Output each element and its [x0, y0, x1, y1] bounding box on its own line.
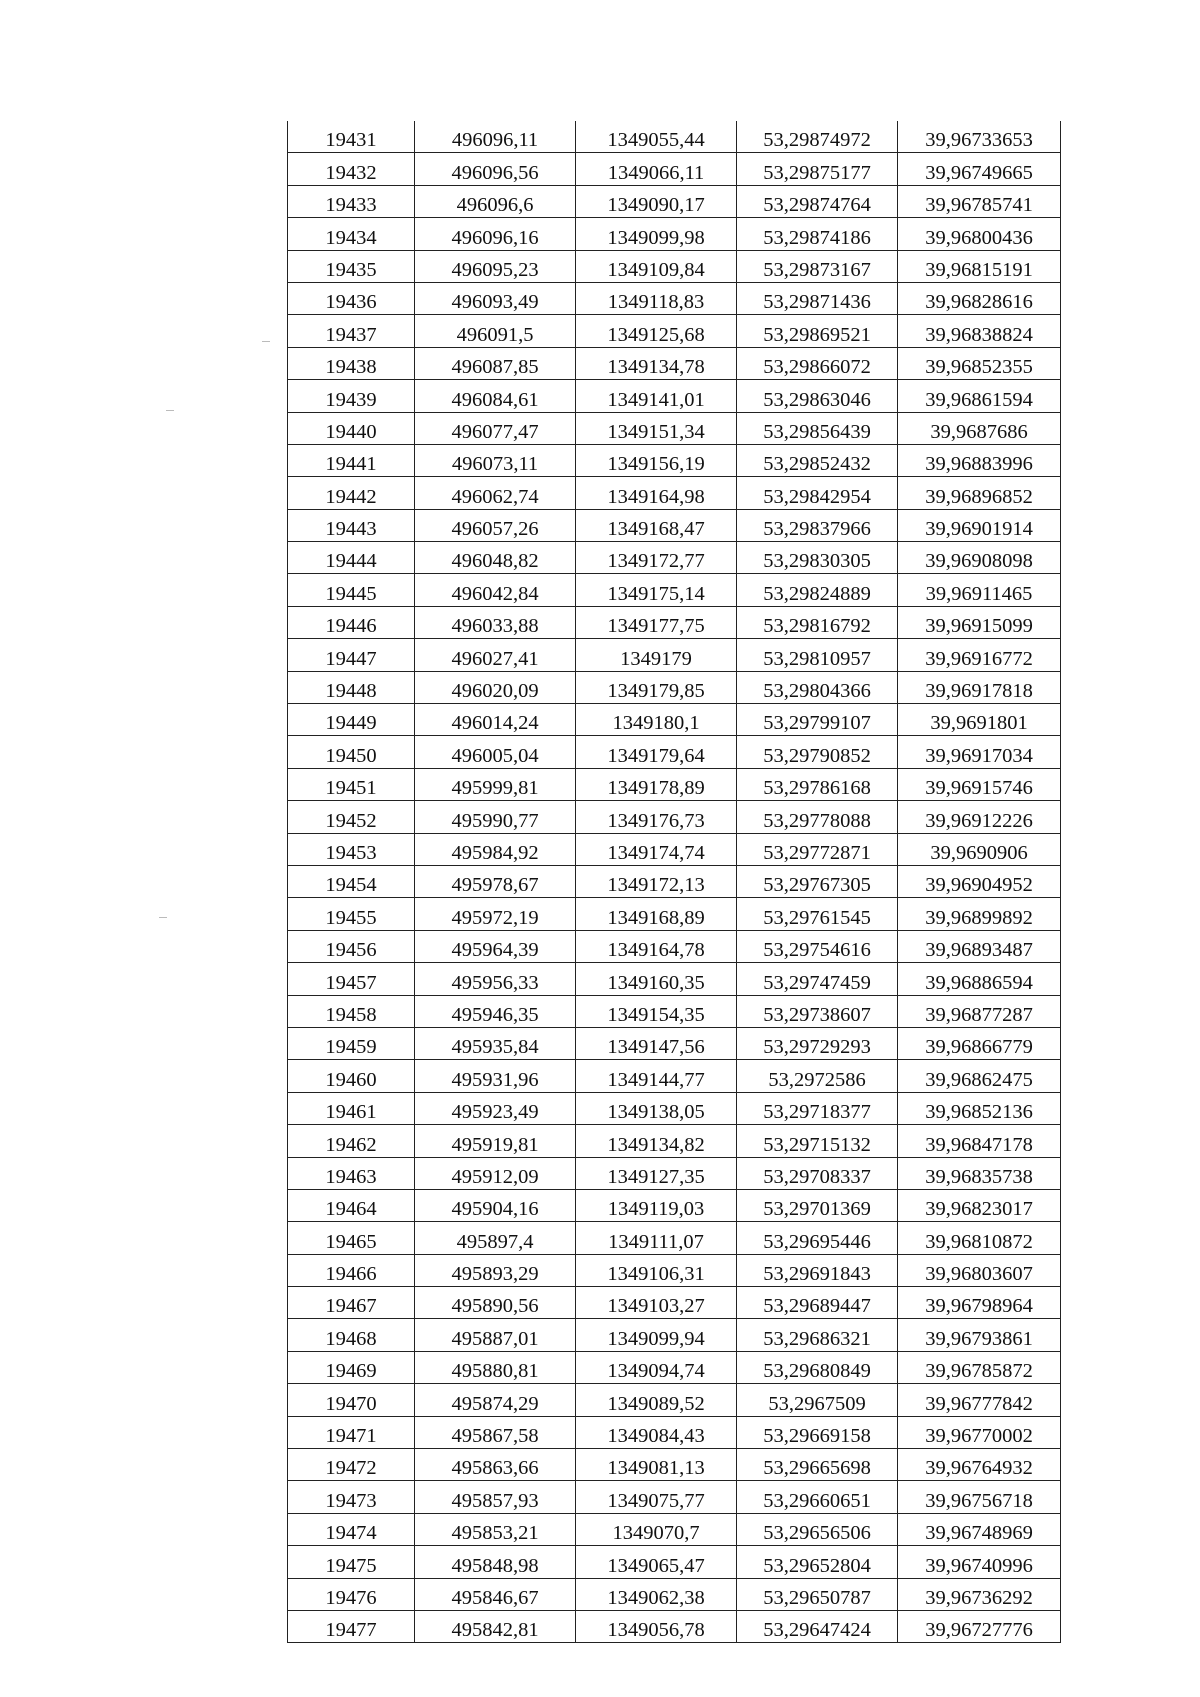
longitude-cell: 39,96877287	[898, 995, 1061, 1027]
latitude-cell: 53,29874972	[737, 121, 898, 153]
longitude-cell: 39,96901914	[898, 509, 1061, 541]
y-coordinate-cell: 1349178,89	[576, 768, 737, 800]
x-coordinate-cell: 496073,11	[415, 444, 576, 476]
table-row	[288, 1319, 1061, 1351]
point-number-cell: 19464	[288, 1189, 415, 1221]
y-coordinate-cell: 1349089,52	[576, 1384, 737, 1416]
table-row	[288, 380, 1061, 412]
table-row	[288, 574, 1061, 606]
longitude-cell: 39,96916772	[898, 639, 1061, 671]
longitude-cell: 39,96915099	[898, 606, 1061, 638]
x-coordinate-cell: 495848,98	[415, 1546, 576, 1578]
latitude-cell: 53,29816792	[737, 606, 898, 638]
x-coordinate-cell: 495842,81	[415, 1610, 576, 1642]
latitude-cell: 53,29665698	[737, 1449, 898, 1481]
point-number-cell: 19447	[288, 639, 415, 671]
longitude-cell: 39,96847178	[898, 1125, 1061, 1157]
x-coordinate-cell: 495893,29	[415, 1254, 576, 1286]
longitude-cell: 39,96896852	[898, 477, 1061, 509]
table-row	[288, 1546, 1061, 1578]
point-number-cell: 19476	[288, 1578, 415, 1610]
latitude-cell: 53,29778088	[737, 801, 898, 833]
longitude-cell: 39,96727776	[898, 1610, 1061, 1642]
x-coordinate-cell: 496095,23	[415, 250, 576, 282]
y-coordinate-cell: 1349084,43	[576, 1416, 737, 1448]
table-row	[288, 477, 1061, 509]
latitude-cell: 53,29718377	[737, 1092, 898, 1124]
point-number-cell: 19462	[288, 1125, 415, 1157]
point-number-cell: 19440	[288, 412, 415, 444]
point-number-cell: 19435	[288, 250, 415, 282]
y-coordinate-cell: 1349119,03	[576, 1189, 737, 1221]
table-row	[288, 1384, 1061, 1416]
table-row	[288, 153, 1061, 185]
longitude-cell: 39,9690906	[898, 833, 1061, 865]
x-coordinate-cell: 495857,93	[415, 1481, 576, 1513]
longitude-cell: 39,96838824	[898, 315, 1061, 347]
latitude-cell: 53,29786168	[737, 768, 898, 800]
table-row	[288, 833, 1061, 865]
x-coordinate-cell: 496096,11	[415, 121, 576, 153]
latitude-cell: 53,29669158	[737, 1416, 898, 1448]
longitude-cell: 39,96911465	[898, 574, 1061, 606]
latitude-cell: 53,29738607	[737, 995, 898, 1027]
point-number-cell: 19434	[288, 218, 415, 250]
table-row	[288, 768, 1061, 800]
point-number-cell: 19441	[288, 444, 415, 476]
latitude-cell: 53,29875177	[737, 153, 898, 185]
table-row	[288, 347, 1061, 379]
y-coordinate-cell: 1349156,19	[576, 444, 737, 476]
table-row	[288, 444, 1061, 476]
y-coordinate-cell: 1349180,1	[576, 704, 737, 736]
point-number-cell: 19431	[288, 121, 415, 153]
table-row	[288, 1189, 1061, 1221]
table-row	[288, 898, 1061, 930]
table-row	[288, 963, 1061, 995]
y-coordinate-cell: 1349070,7	[576, 1513, 737, 1545]
latitude-cell: 53,29804366	[737, 671, 898, 703]
longitude-cell: 39,96823017	[898, 1189, 1061, 1221]
point-number-cell: 19443	[288, 509, 415, 541]
latitude-cell: 53,29842954	[737, 477, 898, 509]
x-coordinate-cell: 495999,81	[415, 768, 576, 800]
table-row	[288, 1351, 1061, 1383]
x-coordinate-cell: 495978,67	[415, 865, 576, 897]
coordinates-table-body	[288, 121, 1061, 1643]
y-coordinate-cell: 1349164,78	[576, 930, 737, 962]
longitude-cell: 39,96793861	[898, 1319, 1061, 1351]
x-coordinate-cell: 496057,26	[415, 509, 576, 541]
table-row	[288, 704, 1061, 736]
latitude-cell: 53,29761545	[737, 898, 898, 930]
longitude-cell: 39,96810872	[898, 1222, 1061, 1254]
y-coordinate-cell: 1349179	[576, 639, 737, 671]
latitude-cell: 53,29660651	[737, 1481, 898, 1513]
longitude-cell: 39,96756718	[898, 1481, 1061, 1513]
longitude-cell: 39,96740996	[898, 1546, 1061, 1578]
table-row	[288, 509, 1061, 541]
table-row	[288, 801, 1061, 833]
table-row	[288, 1449, 1061, 1481]
longitude-cell: 39,96899892	[898, 898, 1061, 930]
x-coordinate-cell: 496042,84	[415, 574, 576, 606]
point-number-cell: 19453	[288, 833, 415, 865]
x-coordinate-cell: 496087,85	[415, 347, 576, 379]
x-coordinate-cell: 495919,81	[415, 1125, 576, 1157]
point-number-cell: 19437	[288, 315, 415, 347]
longitude-cell: 39,96764932	[898, 1449, 1061, 1481]
table-row	[288, 1060, 1061, 1092]
point-number-cell: 19450	[288, 736, 415, 768]
longitude-cell: 39,96862475	[898, 1060, 1061, 1092]
point-number-cell: 19448	[288, 671, 415, 703]
point-number-cell: 19461	[288, 1092, 415, 1124]
latitude-cell: 53,29680849	[737, 1351, 898, 1383]
point-number-cell: 19470	[288, 1384, 415, 1416]
y-coordinate-cell: 1349179,64	[576, 736, 737, 768]
longitude-cell: 39,96917818	[898, 671, 1061, 703]
table-row	[288, 1157, 1061, 1189]
longitude-cell: 39,96908098	[898, 542, 1061, 574]
point-number-cell: 19460	[288, 1060, 415, 1092]
y-coordinate-cell: 1349065,47	[576, 1546, 737, 1578]
point-number-cell: 19432	[288, 153, 415, 185]
point-number-cell: 19468	[288, 1319, 415, 1351]
point-number-cell: 19444	[288, 542, 415, 574]
point-number-cell: 19471	[288, 1416, 415, 1448]
y-coordinate-cell: 1349111,07	[576, 1222, 737, 1254]
table-row	[288, 639, 1061, 671]
y-coordinate-cell: 1349118,83	[576, 282, 737, 314]
y-coordinate-cell: 1349094,74	[576, 1351, 737, 1383]
table-row	[288, 1513, 1061, 1545]
x-coordinate-cell: 495897,4	[415, 1222, 576, 1254]
y-coordinate-cell: 1349147,56	[576, 1027, 737, 1059]
latitude-cell: 53,29810957	[737, 639, 898, 671]
point-number-cell: 19466	[288, 1254, 415, 1286]
table-row	[288, 606, 1061, 638]
latitude-cell: 53,29852432	[737, 444, 898, 476]
latitude-cell: 53,29647424	[737, 1610, 898, 1642]
point-number-cell: 19463	[288, 1157, 415, 1189]
x-coordinate-cell: 495946,35	[415, 995, 576, 1027]
y-coordinate-cell: 1349066,11	[576, 153, 737, 185]
table-row	[288, 412, 1061, 444]
y-coordinate-cell: 1349141,01	[576, 380, 737, 412]
latitude-cell: 53,29874186	[737, 218, 898, 250]
longitude-cell: 39,9691801	[898, 704, 1061, 736]
table-row	[288, 1481, 1061, 1513]
latitude-cell: 53,29715132	[737, 1125, 898, 1157]
x-coordinate-cell: 495956,33	[415, 963, 576, 995]
point-number-cell: 19449	[288, 704, 415, 736]
table-row	[288, 930, 1061, 962]
longitude-cell: 39,96861594	[898, 380, 1061, 412]
latitude-cell: 53,29686321	[737, 1319, 898, 1351]
longitude-cell: 39,96733653	[898, 121, 1061, 153]
y-coordinate-cell: 1349103,27	[576, 1287, 737, 1319]
latitude-cell: 53,29689447	[737, 1287, 898, 1319]
point-number-cell: 19459	[288, 1027, 415, 1059]
latitude-cell: 53,29656506	[737, 1513, 898, 1545]
x-coordinate-cell: 496033,88	[415, 606, 576, 638]
x-coordinate-cell: 496027,41	[415, 639, 576, 671]
point-number-cell: 19475	[288, 1546, 415, 1578]
table-row	[288, 1287, 1061, 1319]
y-coordinate-cell: 1349144,77	[576, 1060, 737, 1092]
x-coordinate-cell: 496005,04	[415, 736, 576, 768]
table-row	[288, 1125, 1061, 1157]
y-coordinate-cell: 1349172,13	[576, 865, 737, 897]
latitude-cell: 53,29799107	[737, 704, 898, 736]
longitude-cell: 39,96800436	[898, 218, 1061, 250]
latitude-cell: 53,29863046	[737, 380, 898, 412]
latitude-cell: 53,29856439	[737, 412, 898, 444]
x-coordinate-cell: 495880,81	[415, 1351, 576, 1383]
y-coordinate-cell: 1349062,38	[576, 1578, 737, 1610]
x-coordinate-cell: 495912,09	[415, 1157, 576, 1189]
latitude-cell: 53,29830305	[737, 542, 898, 574]
table-row	[288, 865, 1061, 897]
x-coordinate-cell: 495863,66	[415, 1449, 576, 1481]
latitude-cell: 53,29650787	[737, 1578, 898, 1610]
point-number-cell: 19456	[288, 930, 415, 962]
table-row	[288, 1092, 1061, 1124]
table-row	[288, 121, 1061, 153]
x-coordinate-cell: 496096,6	[415, 185, 576, 217]
x-coordinate-cell: 495904,16	[415, 1189, 576, 1221]
y-coordinate-cell: 1349134,82	[576, 1125, 737, 1157]
y-coordinate-cell: 1349099,94	[576, 1319, 737, 1351]
y-coordinate-cell: 1349081,13	[576, 1449, 737, 1481]
table-row	[288, 282, 1061, 314]
longitude-cell: 39,96904952	[898, 865, 1061, 897]
y-coordinate-cell: 1349106,31	[576, 1254, 737, 1286]
latitude-cell: 53,29695446	[737, 1222, 898, 1254]
point-number-cell: 19474	[288, 1513, 415, 1545]
y-coordinate-cell: 1349109,84	[576, 250, 737, 282]
coordinates-table	[287, 121, 1061, 1643]
longitude-cell: 39,96785741	[898, 185, 1061, 217]
x-coordinate-cell: 495867,58	[415, 1416, 576, 1448]
longitude-cell: 39,96770002	[898, 1416, 1061, 1448]
point-number-cell: 19469	[288, 1351, 415, 1383]
point-number-cell: 19433	[288, 185, 415, 217]
table-row	[288, 250, 1061, 282]
longitude-cell: 39,96883996	[898, 444, 1061, 476]
table-row	[288, 1027, 1061, 1059]
latitude-cell: 53,29701369	[737, 1189, 898, 1221]
table-row	[288, 1578, 1061, 1610]
x-coordinate-cell: 496084,61	[415, 380, 576, 412]
x-coordinate-cell: 495887,01	[415, 1319, 576, 1351]
y-coordinate-cell: 1349160,35	[576, 963, 737, 995]
point-number-cell: 19455	[288, 898, 415, 930]
point-number-cell: 19436	[288, 282, 415, 314]
y-coordinate-cell: 1349172,77	[576, 542, 737, 574]
y-coordinate-cell: 1349138,05	[576, 1092, 737, 1124]
y-coordinate-cell: 1349168,47	[576, 509, 737, 541]
longitude-cell: 39,96828616	[898, 282, 1061, 314]
point-number-cell: 19446	[288, 606, 415, 638]
table-row	[288, 1254, 1061, 1286]
longitude-cell: 39,96736292	[898, 1578, 1061, 1610]
x-coordinate-cell: 495931,96	[415, 1060, 576, 1092]
x-coordinate-cell: 496014,24	[415, 704, 576, 736]
x-coordinate-cell: 495984,92	[415, 833, 576, 865]
point-number-cell: 19477	[288, 1610, 415, 1642]
point-number-cell: 19451	[288, 768, 415, 800]
latitude-cell: 53,29866072	[737, 347, 898, 379]
latitude-cell: 53,29747459	[737, 963, 898, 995]
latitude-cell: 53,29708337	[737, 1157, 898, 1189]
y-coordinate-cell: 1349134,78	[576, 347, 737, 379]
longitude-cell: 39,96915746	[898, 768, 1061, 800]
longitude-cell: 39,9687686	[898, 412, 1061, 444]
y-coordinate-cell: 1349177,75	[576, 606, 737, 638]
latitude-cell: 53,29790852	[737, 736, 898, 768]
y-coordinate-cell: 1349075,77	[576, 1481, 737, 1513]
x-coordinate-cell: 495964,39	[415, 930, 576, 962]
latitude-cell: 53,29874764	[737, 185, 898, 217]
point-number-cell: 19473	[288, 1481, 415, 1513]
x-coordinate-cell: 496091,5	[415, 315, 576, 347]
latitude-cell: 53,2972586	[737, 1060, 898, 1092]
x-coordinate-cell: 496093,49	[415, 282, 576, 314]
latitude-cell: 53,2967509	[737, 1384, 898, 1416]
y-coordinate-cell: 1349174,74	[576, 833, 737, 865]
y-coordinate-cell: 1349168,89	[576, 898, 737, 930]
longitude-cell: 39,96917034	[898, 736, 1061, 768]
scan-margin-mark	[262, 341, 270, 342]
longitude-cell: 39,96866779	[898, 1027, 1061, 1059]
point-number-cell: 19457	[288, 963, 415, 995]
longitude-cell: 39,96893487	[898, 930, 1061, 962]
x-coordinate-cell: 495846,67	[415, 1578, 576, 1610]
latitude-cell: 53,29754616	[737, 930, 898, 962]
x-coordinate-cell: 495972,19	[415, 898, 576, 930]
y-coordinate-cell: 1349055,44	[576, 121, 737, 153]
y-coordinate-cell: 1349127,35	[576, 1157, 737, 1189]
longitude-cell: 39,96852136	[898, 1092, 1061, 1124]
longitude-cell: 39,96777842	[898, 1384, 1061, 1416]
table-row	[288, 218, 1061, 250]
table-row	[288, 1610, 1061, 1642]
table-row	[288, 736, 1061, 768]
table-row	[288, 1222, 1061, 1254]
longitude-cell: 39,96803607	[898, 1254, 1061, 1286]
y-coordinate-cell: 1349056,78	[576, 1610, 737, 1642]
latitude-cell: 53,29873167	[737, 250, 898, 282]
longitude-cell: 39,96886594	[898, 963, 1061, 995]
latitude-cell: 53,29652804	[737, 1546, 898, 1578]
point-number-cell: 19458	[288, 995, 415, 1027]
table-row	[288, 1416, 1061, 1448]
x-coordinate-cell: 495853,21	[415, 1513, 576, 1545]
y-coordinate-cell: 1349154,35	[576, 995, 737, 1027]
x-coordinate-cell: 496096,56	[415, 153, 576, 185]
point-number-cell: 19442	[288, 477, 415, 509]
point-number-cell: 19452	[288, 801, 415, 833]
x-coordinate-cell: 495890,56	[415, 1287, 576, 1319]
table-row	[288, 542, 1061, 574]
point-number-cell: 19467	[288, 1287, 415, 1319]
latitude-cell: 53,29824889	[737, 574, 898, 606]
latitude-cell: 53,29871436	[737, 282, 898, 314]
point-number-cell: 19445	[288, 574, 415, 606]
point-number-cell: 19454	[288, 865, 415, 897]
latitude-cell: 53,29772871	[737, 833, 898, 865]
point-number-cell: 19438	[288, 347, 415, 379]
point-number-cell: 19439	[288, 380, 415, 412]
point-number-cell: 19465	[288, 1222, 415, 1254]
latitude-cell: 53,29767305	[737, 865, 898, 897]
x-coordinate-cell: 496077,47	[415, 412, 576, 444]
y-coordinate-cell: 1349099,98	[576, 218, 737, 250]
latitude-cell: 53,29837966	[737, 509, 898, 541]
longitude-cell: 39,96748969	[898, 1513, 1061, 1545]
longitude-cell: 39,96835738	[898, 1157, 1061, 1189]
y-coordinate-cell: 1349125,68	[576, 315, 737, 347]
y-coordinate-cell: 1349179,85	[576, 671, 737, 703]
table-row	[288, 185, 1061, 217]
y-coordinate-cell: 1349175,14	[576, 574, 737, 606]
point-number-cell: 19472	[288, 1449, 415, 1481]
longitude-cell: 39,96815191	[898, 250, 1061, 282]
x-coordinate-cell: 496062,74	[415, 477, 576, 509]
longitude-cell: 39,96749665	[898, 153, 1061, 185]
table-row	[288, 671, 1061, 703]
latitude-cell: 53,29729293	[737, 1027, 898, 1059]
x-coordinate-cell: 496096,16	[415, 218, 576, 250]
latitude-cell: 53,29691843	[737, 1254, 898, 1286]
longitude-cell: 39,96912226	[898, 801, 1061, 833]
y-coordinate-cell: 1349090,17	[576, 185, 737, 217]
y-coordinate-cell: 1349151,34	[576, 412, 737, 444]
latitude-cell: 53,29869521	[737, 315, 898, 347]
x-coordinate-cell: 496048,82	[415, 542, 576, 574]
longitude-cell: 39,96785872	[898, 1351, 1061, 1383]
x-coordinate-cell: 495874,29	[415, 1384, 576, 1416]
x-coordinate-cell: 495935,84	[415, 1027, 576, 1059]
y-coordinate-cell: 1349176,73	[576, 801, 737, 833]
scan-margin-mark	[166, 410, 174, 411]
y-coordinate-cell: 1349164,98	[576, 477, 737, 509]
table-row	[288, 315, 1061, 347]
table-row	[288, 995, 1061, 1027]
longitude-cell: 39,96852355	[898, 347, 1061, 379]
x-coordinate-cell: 496020,09	[415, 671, 576, 703]
longitude-cell: 39,96798964	[898, 1287, 1061, 1319]
scan-margin-mark	[159, 917, 167, 918]
x-coordinate-cell: 495990,77	[415, 801, 576, 833]
x-coordinate-cell: 495923,49	[415, 1092, 576, 1124]
